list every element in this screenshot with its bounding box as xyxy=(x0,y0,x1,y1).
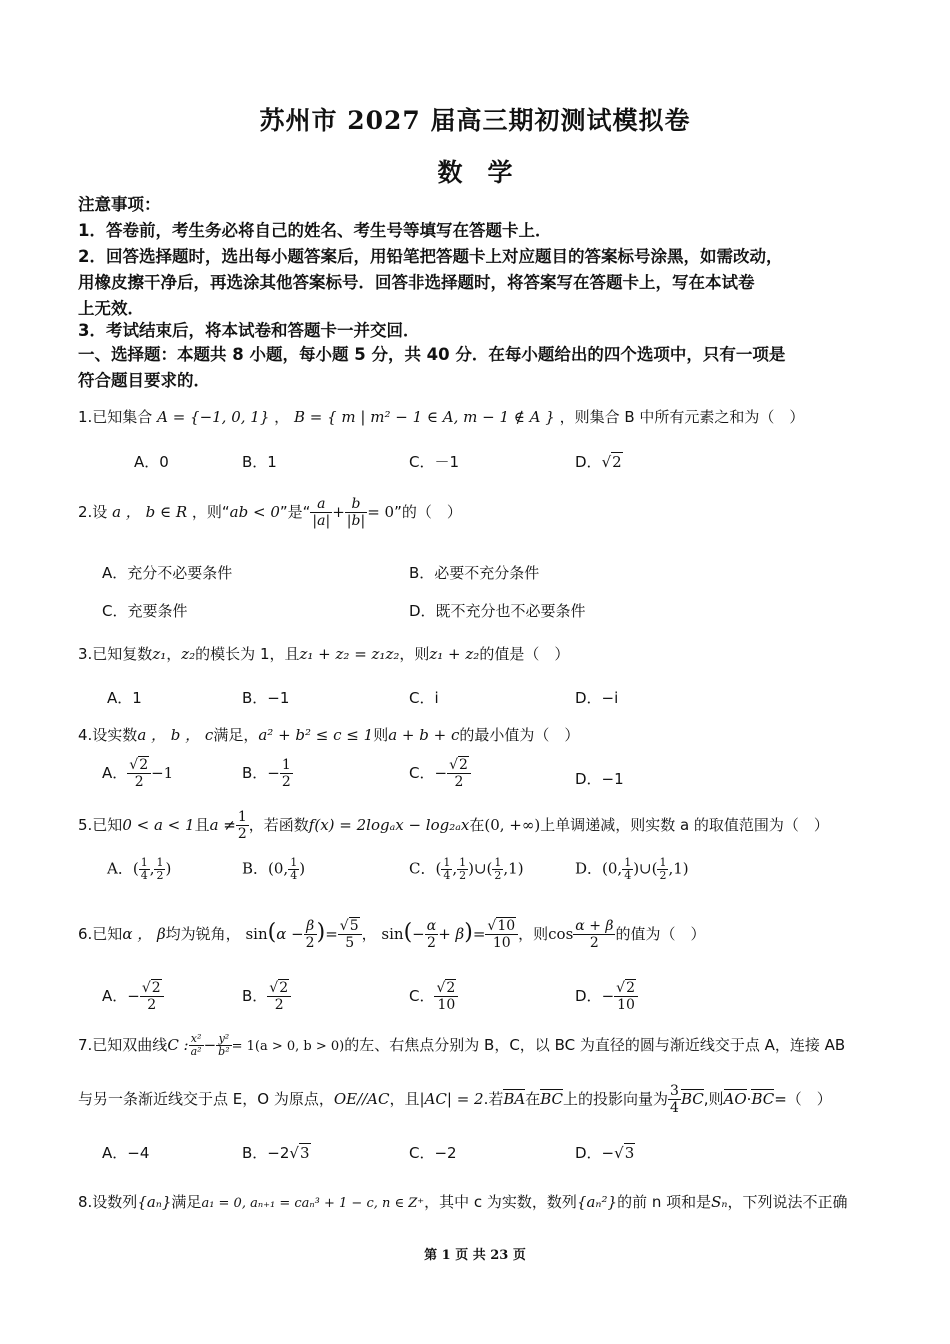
q4-mid2: 则 xyxy=(373,726,389,744)
q4-vars: a ， b ， c xyxy=(137,726,214,744)
q6-suffix: 的值为（ ） xyxy=(615,925,706,943)
q6-sin2: sin xyxy=(381,925,404,943)
q6-mid: 均为锐角， xyxy=(165,925,241,943)
note-item-2-cont: 用橡皮擦干净后，再选涂其他答案标号．回答非选择题时，将答案写在答题卡上，写在本试卷 xyxy=(78,273,755,292)
q6-sin1: sin xyxy=(245,925,268,943)
q3-eq: z₁ + z₂ = z₁z₂ xyxy=(299,645,400,663)
question-7-line-2: 与另一条渐近线交于点 E，O 为原点，OE//AC，且|AC| = 2.若BA在BC上的投影向量为 $\frac{3}{4}$ BC,则AO·BC=（ ） xyxy=(78,1083,832,1116)
q5-cond1: 0 < a < 1 xyxy=(122,816,195,834)
q1-option-b[interactable]: B．1 xyxy=(242,453,277,471)
question-7-line-1: 7.已知双曲线C : $\frac{\text{x²}}{\text{a²}}$ − $\frac{\text{y²}}{\text{b²}}$ = 1(a > 0, b > 0)的左、右焦点分别为 B，C，以 BC 为直径的圆与渐近线交于点 A，连接 AB xyxy=(78,1032,846,1058)
q2-suffix: ”的（ ） xyxy=(394,503,462,521)
q4-option-c-label: C． xyxy=(409,764,435,782)
exam-title: 苏州市 2027 届高三期初测试模拟卷 xyxy=(259,106,691,135)
q2-option-b[interactable]: B．必要不充分条件 xyxy=(409,564,540,582)
q1-option-d-label: D． xyxy=(575,453,602,471)
note-item-2-end: 上无效． xyxy=(78,299,144,318)
q2-prefix: 2.设 xyxy=(78,503,108,521)
q4-option-b-frac: $\frac{1}{2}$ xyxy=(281,757,291,790)
q4-option-b-sign: − xyxy=(267,764,280,782)
section-heading-cont: 符合题目要求的． xyxy=(78,371,210,390)
q2-frac2: $\frac{b}{|b|}$ xyxy=(346,496,366,529)
q2-mid2: ”是“ xyxy=(279,503,311,521)
subject-title: 数 学 xyxy=(437,158,513,187)
q2-eq0: = 0 xyxy=(367,503,395,521)
q2-mid: ，则“ xyxy=(191,503,230,521)
q4-mid: 满足， xyxy=(213,726,259,744)
q8-suffix: ，下列说法不正确 xyxy=(727,1193,848,1211)
q1-prefix: 1.已知集合 xyxy=(78,408,153,426)
q7-option-c[interactable]: C．−2 xyxy=(409,1144,457,1162)
q4-cond: a² + b² ≤ c ≤ 1 xyxy=(258,726,374,744)
q3-option-c[interactable]: C．i xyxy=(409,689,439,707)
q6-prefix: 6.已知 xyxy=(78,925,123,943)
q2-option-c[interactable]: C．充要条件 xyxy=(102,602,188,620)
q3-mid2: ，则 xyxy=(399,645,430,663)
q5-mid3: 在 xyxy=(469,816,485,834)
q2-option-a[interactable]: A．充分不必要条件 xyxy=(102,564,233,582)
q5-mid2: ，若函数 xyxy=(248,816,309,834)
q7-option-d[interactable]: D．−√3 xyxy=(575,1144,635,1162)
q5-option-a[interactable]: A．( $\frac{1}{4}$ , $\frac{1}{2}$ ) xyxy=(107,856,172,882)
q4-option-a-frac: $\frac{√2}{2}$ xyxy=(127,757,151,790)
q1-option-a[interactable]: A．0 xyxy=(134,453,169,471)
q5-cond2: a ≠ xyxy=(209,816,236,834)
vector-bc: BC xyxy=(540,1090,564,1108)
q3-sep: ， xyxy=(166,645,182,663)
question-6: 6.已知α ， β均为锐角， sin(α − $\frac{\beta}{2}$ )= $\frac{√5}{5}$ ， sin(− $\frac{\alpha}{2}$ + β)= $\frac{√10}{10}$ ，则cos $\frac{\alpha + \beta}{2}$ 的值为（ ） xyxy=(78,918,706,951)
note-item-2: 2．回答选择题时，选出每小题答案后，用铅笔把答题卡上对应题目的答案标号涂黑，如需改动， xyxy=(78,247,783,266)
q1-suffix: ，则集合 B 中所有元素之和为（ ） xyxy=(559,408,805,426)
note-item-3: 3．考试结束后，将本试卷和答题卡一并交回． xyxy=(78,321,420,340)
q3-option-a[interactable]: A．1 xyxy=(107,689,142,707)
q1-sep: ， xyxy=(274,408,290,426)
q4-prefix: 4.设实数 xyxy=(78,726,138,744)
q2-option-d[interactable]: D．既不充分也不必要条件 xyxy=(409,602,586,620)
q6-option-a[interactable]: A．− $\frac{√2}{2}$ xyxy=(102,980,164,1013)
q1-set-b: B = { m | m² − 1 ∈ A, m − 1 ∉ A } xyxy=(293,408,555,426)
q4-suffix: 的最小值为（ ） xyxy=(459,726,580,744)
notes-heading: 注意事项： xyxy=(78,195,161,214)
q4-expr: a + b + c xyxy=(388,726,460,744)
vector-ba: BA xyxy=(503,1090,526,1108)
sqrt-icon: √2 xyxy=(601,453,622,471)
q6-option-b[interactable]: B． $\frac{√2}{2}$ xyxy=(242,980,291,1013)
question-3 xyxy=(78,643,569,664)
q4-option-a-tail: −1 xyxy=(151,764,174,782)
q3-z1: z₁ xyxy=(152,645,167,663)
question-4 xyxy=(78,724,579,745)
note-item-1: 1．答卷前，考生务必将自己的姓名、考生号等填写在答题卡上． xyxy=(78,221,552,240)
q3-prefix: 3.已知复数 xyxy=(78,645,153,663)
q6-option-c[interactable]: C． $\frac{√2}{10}$ xyxy=(409,980,458,1013)
q2-frac1: $\frac{a}{|a|}$ xyxy=(312,496,331,529)
q7-option-a[interactable]: A．−4 xyxy=(102,1144,150,1162)
q5-mid: 且 xyxy=(194,816,210,834)
q2-cond1: ab < 0 xyxy=(229,503,280,521)
q1-set-a: A = {−1, 0, 1} xyxy=(157,408,270,426)
q3-option-d[interactable]: D．−i xyxy=(575,689,619,707)
q5-func: f(x) = 2logₐx − log₂ₐx xyxy=(308,816,470,834)
q4-option-c-frac: $\frac{√2}{2}$ xyxy=(447,757,471,790)
q6-vars: α ， β xyxy=(122,925,166,943)
q4-option-b[interactable] xyxy=(242,757,293,790)
q5-half: $\frac{1}{2}$ xyxy=(237,809,247,842)
q1-option-d[interactable] xyxy=(575,451,623,472)
q3-mid: 的模长为 1，且 xyxy=(195,645,300,663)
q3-suffix: 的值是（ ） xyxy=(479,645,570,663)
q4-option-a[interactable] xyxy=(102,757,173,790)
q5-option-c[interactable]: C．( $\frac{1}{4}$ , $\frac{1}{2}$ )∪( $\frac{1}{2}$ ,1) xyxy=(409,856,524,882)
q3-z2: z₂ xyxy=(181,645,196,663)
q5-option-b[interactable]: B．(0, $\frac{1}{4}$ ) xyxy=(242,856,306,882)
q4-option-c[interactable] xyxy=(409,757,471,790)
q5-suffix: 上单调递减，则实数 a 的取值范围为（ ） xyxy=(540,816,829,834)
q1-option-d-radicand: 2 xyxy=(612,453,622,471)
q2-plus: + xyxy=(332,503,345,521)
page-footer: 第 1 页 共 23 页 xyxy=(424,1248,526,1263)
q5-option-d[interactable]: D．(0, $\frac{1}{4}$ )∪( $\frac{1}{2}$ ,1) xyxy=(575,856,689,882)
q5-prefix: 5.已知 xyxy=(78,816,123,834)
q7-prefix: 7.已知双曲线 xyxy=(78,1036,168,1054)
q2-vars: a ， b ∈ R xyxy=(112,503,188,521)
q8-prefix: 8.设数列 xyxy=(78,1193,138,1211)
q4-option-d[interactable]: D．−1 xyxy=(575,770,624,788)
q3-expr: z₁ + z₂ xyxy=(429,645,480,663)
q7-line1-suffix: 的左、右焦点分别为 B，C，以 BC 为直径的圆与渐近线交于点 A，连接 AB xyxy=(344,1036,846,1054)
q1-option-c[interactable]: C．－1 xyxy=(409,453,460,471)
q6-option-d[interactable]: D．− $\frac{√2}{10}$ xyxy=(575,980,638,1013)
question-2 xyxy=(78,496,462,529)
vector-ao: AO xyxy=(723,1090,747,1108)
q5-interval: (0, +∞) xyxy=(484,816,541,834)
q3-option-b[interactable]: B．−1 xyxy=(242,689,290,707)
q4-option-a-label: A． xyxy=(102,764,128,782)
q4-option-b-label: B． xyxy=(242,764,268,782)
question-1 xyxy=(78,406,804,427)
q7-option-b[interactable]: B．−2√3 xyxy=(242,1144,310,1162)
question-8: 8.设数列{aₙ}满足a₁ = 0, aₙ₊₁ = caₙ³ + 1 − c, n ∈ Z⁺，其中 c 为实数，数列{aₙ²}的前 n 项和是Sₙ，下列说法不正确 xyxy=(78,1193,848,1211)
q4-option-c-sign: − xyxy=(434,764,448,782)
section-heading: 一、选择题：本题共 8 小题，每小题 5 分，共 40 分．在每小题给出的四个选项中，只有一项是 xyxy=(78,345,786,364)
question-5 xyxy=(78,809,829,842)
